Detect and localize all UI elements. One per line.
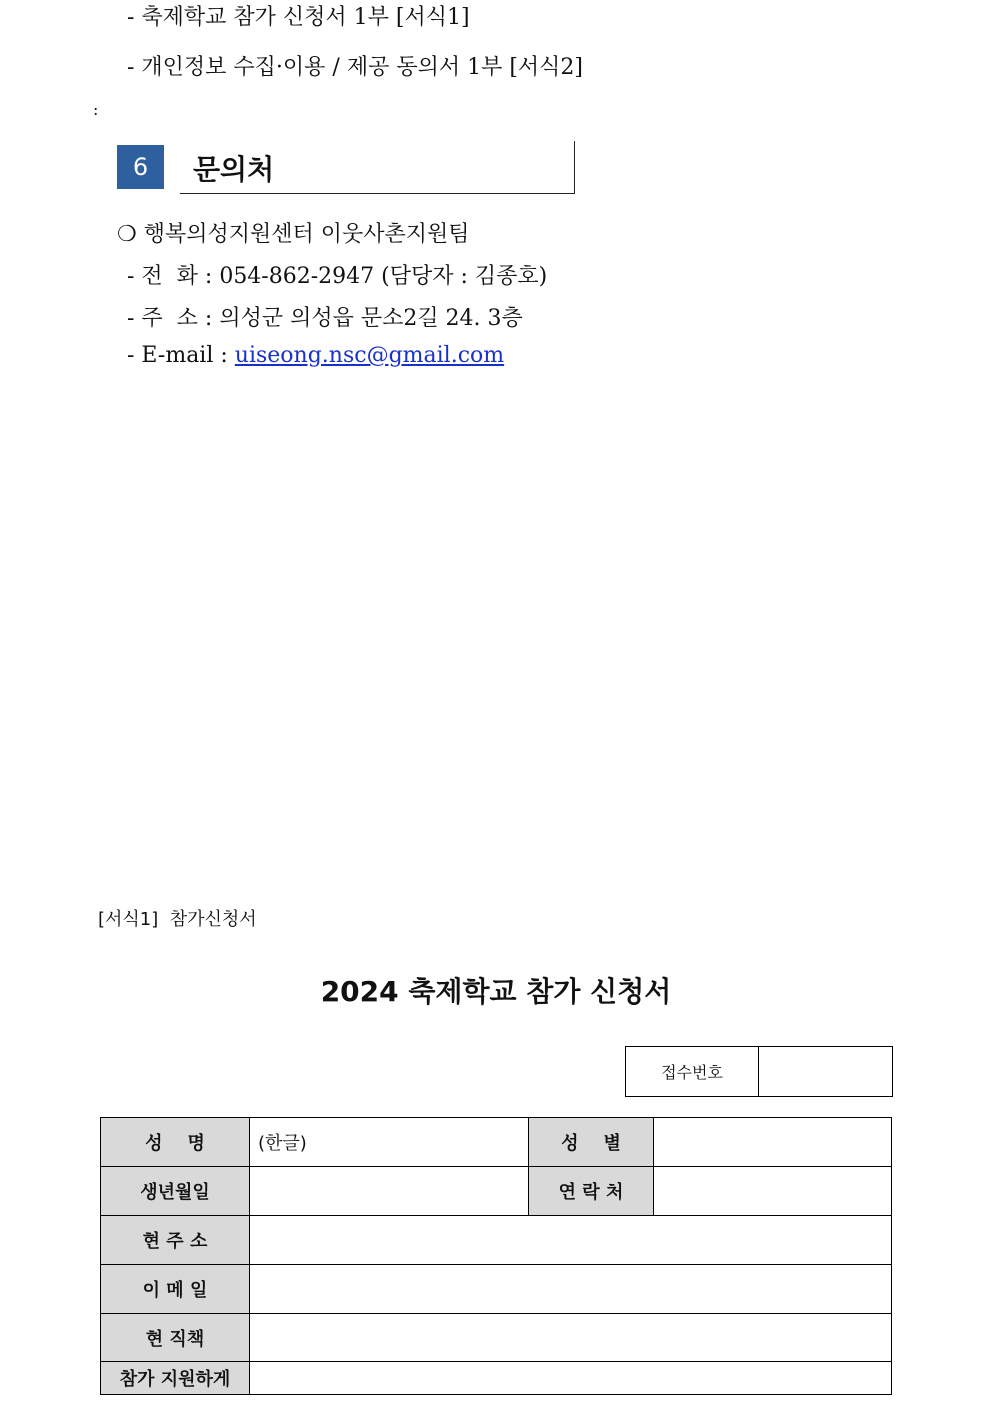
motivation-field[interactable] [250, 1362, 892, 1395]
contact-phone: - 전 화 : 054-862-2947 (담당자 : 김종호) [127, 264, 548, 289]
email-label: 이 메 일 [101, 1265, 250, 1314]
name-field[interactable]: (한글) [250, 1118, 529, 1167]
attachment-line-1: - 축제학교 참가 신청서 1부 [서식1] [127, 5, 470, 30]
contact-org: ❍ 행복의성지원센터 이웃사촌지원팀 [117, 222, 470, 247]
gender-field[interactable] [654, 1118, 892, 1167]
name-label: 성 명 [101, 1118, 250, 1167]
contact-address: - 주 소 : 의성군 의성읍 문소2길 24. 3층 [127, 306, 523, 331]
form-title: 2024 축제학교 참가 신청서 [320, 975, 672, 1008]
birthdate-field[interactable] [250, 1167, 529, 1216]
form-label: [서식1] 참가신청서 [98, 909, 257, 930]
gender-label: 성 별 [529, 1118, 654, 1167]
address-field[interactable] [250, 1216, 892, 1265]
motivation-label: 참가 지원하게 [101, 1362, 250, 1395]
email-field[interactable] [250, 1265, 892, 1314]
position-field[interactable] [250, 1314, 892, 1362]
contact-email-prefix: - E-mail : [127, 343, 235, 368]
address-label: 현 주 소 [101, 1216, 250, 1265]
position-label: 현 직책 [101, 1314, 250, 1362]
birthdate-label: 생년월일 [101, 1167, 250, 1216]
receipt-number-field[interactable] [759, 1047, 893, 1097]
application-form-table [100, 1117, 892, 1395]
phone-field[interactable] [654, 1167, 892, 1216]
receipt-number-label: 접수번호 [626, 1047, 759, 1097]
attachment-line-2: - 개인정보 수집·이용 / 제공 동의서 1부 [서식2] [127, 55, 583, 80]
phone-label: 연 락 처 [529, 1167, 654, 1216]
section-title: 문의처 [193, 153, 275, 186]
receipt-table [625, 1046, 893, 1097]
contact-email-line [127, 343, 504, 368]
section-number-badge: 6 [117, 145, 164, 189]
stray-mark: : [93, 100, 99, 119]
contact-email-link[interactable]: uiseong.nsc@gmail.com [234, 343, 505, 368]
